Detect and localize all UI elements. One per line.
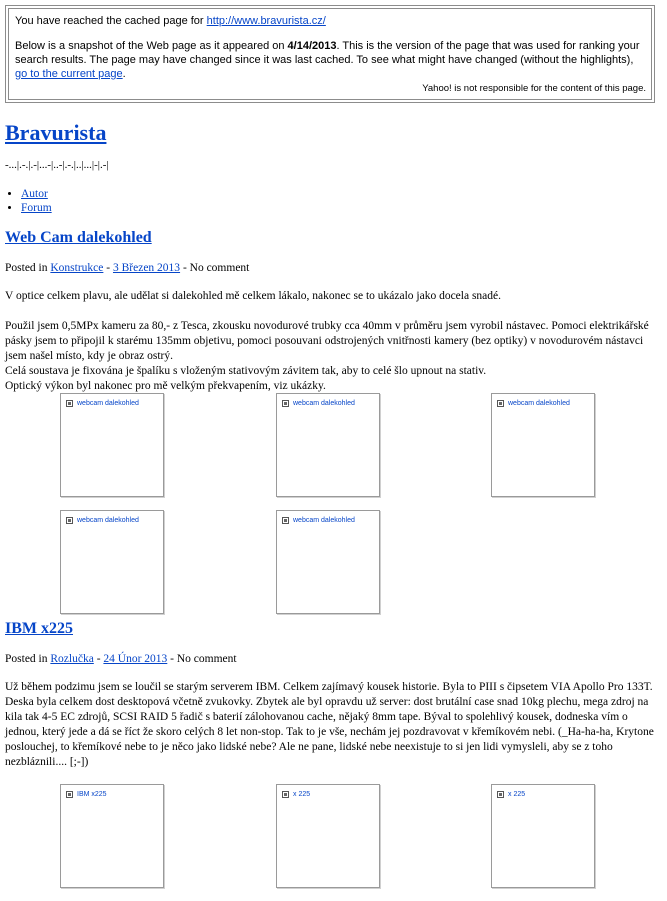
image-alt-text: IBM x225 [77,791,107,798]
post-title [5,229,152,247]
image-alt-text: x 225 [508,791,526,798]
meta-separator: - [103,262,113,274]
cached-url-link[interactable]: http://www.bravurista.cz/ [206,15,326,27]
post-meta [5,262,249,274]
post-title-link[interactable]: Web Cam dalekohled [5,229,152,246]
meta-separator: - [93,653,104,665]
site-tagline: -...|.-.|.-|...-|..-|.-.|..|...|-|.-| [5,159,109,171]
image-thumbnail[interactable] [276,510,380,614]
post-meta [5,653,237,665]
image-thumbnail[interactable] [491,784,595,888]
broken-image-icon [66,517,73,524]
post-body-line: Optický výkon byl nakonec pro mě velkým překvapením, viz ukázky. [5,380,326,392]
broken-image-icon [497,400,504,407]
cache-notice-text: Below is a snapshot of the Web page as it appeared on [15,40,288,52]
meta-prefix: Posted in [5,262,51,274]
image-alt-text: webcam dalekohled [508,400,570,407]
nav-link-autor[interactable]: Autor [21,188,48,200]
cache-date: 4/14/2013 [287,40,337,52]
comment-count: - No comment [180,262,250,274]
broken-image-icon [282,400,289,407]
nav-item-forum [21,201,52,215]
post-body-line: Použil jsem 0,5MPx kameru za 80,- z Tesca, zkousku novodurové trubky cca 40mm v průměru jsem vyrobil nástavec. Pomoci elektrikářské pásky jsem to připojil k starému 135mm objetivu, pomoci posouvani odstrojených vnitřnosti kamery (bez optiky) v novodurovém nástavci jsem našel místo, kdy je obraz ostrý. [5,320,649,362]
cache-notice-line1 [15,14,645,28]
broken-image-icon [282,517,289,524]
category-link[interactable]: Konstrukce [50,262,104,274]
broken-image-icon [282,791,289,798]
broken-image-icon [66,791,73,798]
image-thumbnail[interactable] [491,393,595,497]
post-body-line: Celá soustava je fixována je špalíku s vloženým stativovým závitem tak, aby to celé šlo upnout na stativ. [5,365,487,377]
image-alt-text: webcam dalekohled [77,517,139,524]
cache-notice-box [5,5,655,103]
comment-count: - No comment [167,653,237,665]
image-thumbnail[interactable] [276,393,380,497]
image-thumbnail[interactable] [60,393,164,497]
post-intro: V optice celkem plavu, ale udělat si dalekohled mě celkem lákalo, nakonec se to ukázalo jako docela snadé. [5,290,502,302]
nav-item-autor [21,187,52,201]
image-alt-text: webcam dalekohled [293,517,355,524]
image-alt-text: x 225 [293,791,311,798]
cache-notice-intro: You have reached the cached page for [15,15,207,27]
post-title-link[interactable]: IBM x225 [5,620,73,637]
nav-list [5,187,52,215]
date-link[interactable]: 3 Březen 2013 [112,262,181,274]
post-body: Už během podzimu jsem se loučil se starým serverem IBM. Celkem zajímavý kousek historie. Byla to PIII s čipsetem VIA Apollo Pro 133T. Deska byla celkem dost desktopová včetně zvukovky. Zbytek ale byl opravdu už server: dost brutální case snad 10kg plechu, mega zdroj na kila tak 4-5 EC zdrojů, SCSI RAID 5 řadič s baterií zálohovanou cache, nějaký 8mm tape. Býval to spolehlivý kousek, dodneska vím o jednou, který jede a dá se říct že skoro celých 8 let non-stop. Tak to je vše, nechám jej pozdravovat v křemíkovém nebi. (_Ha-ha-ha, Krytone poslouchej, to křemíkové nebe to je něco jako lidské nebe? Ale ne pane, lidské nebe neexistuje to si jen lidi vymysleli, aby se z toho nezbláznili.... [;-]) [5,681,654,768]
cache-notice-inner [8,8,652,100]
nav-link-forum[interactable]: Forum [21,202,52,214]
image-thumbnail[interactable] [276,784,380,888]
image-alt-text: webcam dalekohled [77,400,139,407]
post-body [5,319,655,394]
image-thumbnail[interactable] [60,784,164,888]
cache-notice-line2 [15,39,645,81]
cache-notice-text-2: . This is the version of the page that was used for ranking your search results. The page may have changed since it was last cached. To see what might have changed (without the highlights), [15,40,640,66]
cache-notice-end: . [122,68,126,80]
cache-disclaimer: Yahoo! is not responsible for the content of this page. [422,83,646,94]
broken-image-icon [66,400,73,407]
post-title [5,620,73,638]
date-link[interactable]: 24 Únor 2013 [103,653,168,665]
meta-prefix: Posted in [5,653,51,665]
category-link[interactable]: Rozlučka [50,653,94,665]
site-title-link[interactable]: Bravurista [5,120,107,145]
current-page-link[interactable]: go to the current page [15,68,123,80]
broken-image-icon [497,791,504,798]
site-title [5,120,106,146]
image-thumbnail[interactable] [60,510,164,614]
image-alt-text: webcam dalekohled [293,400,355,407]
